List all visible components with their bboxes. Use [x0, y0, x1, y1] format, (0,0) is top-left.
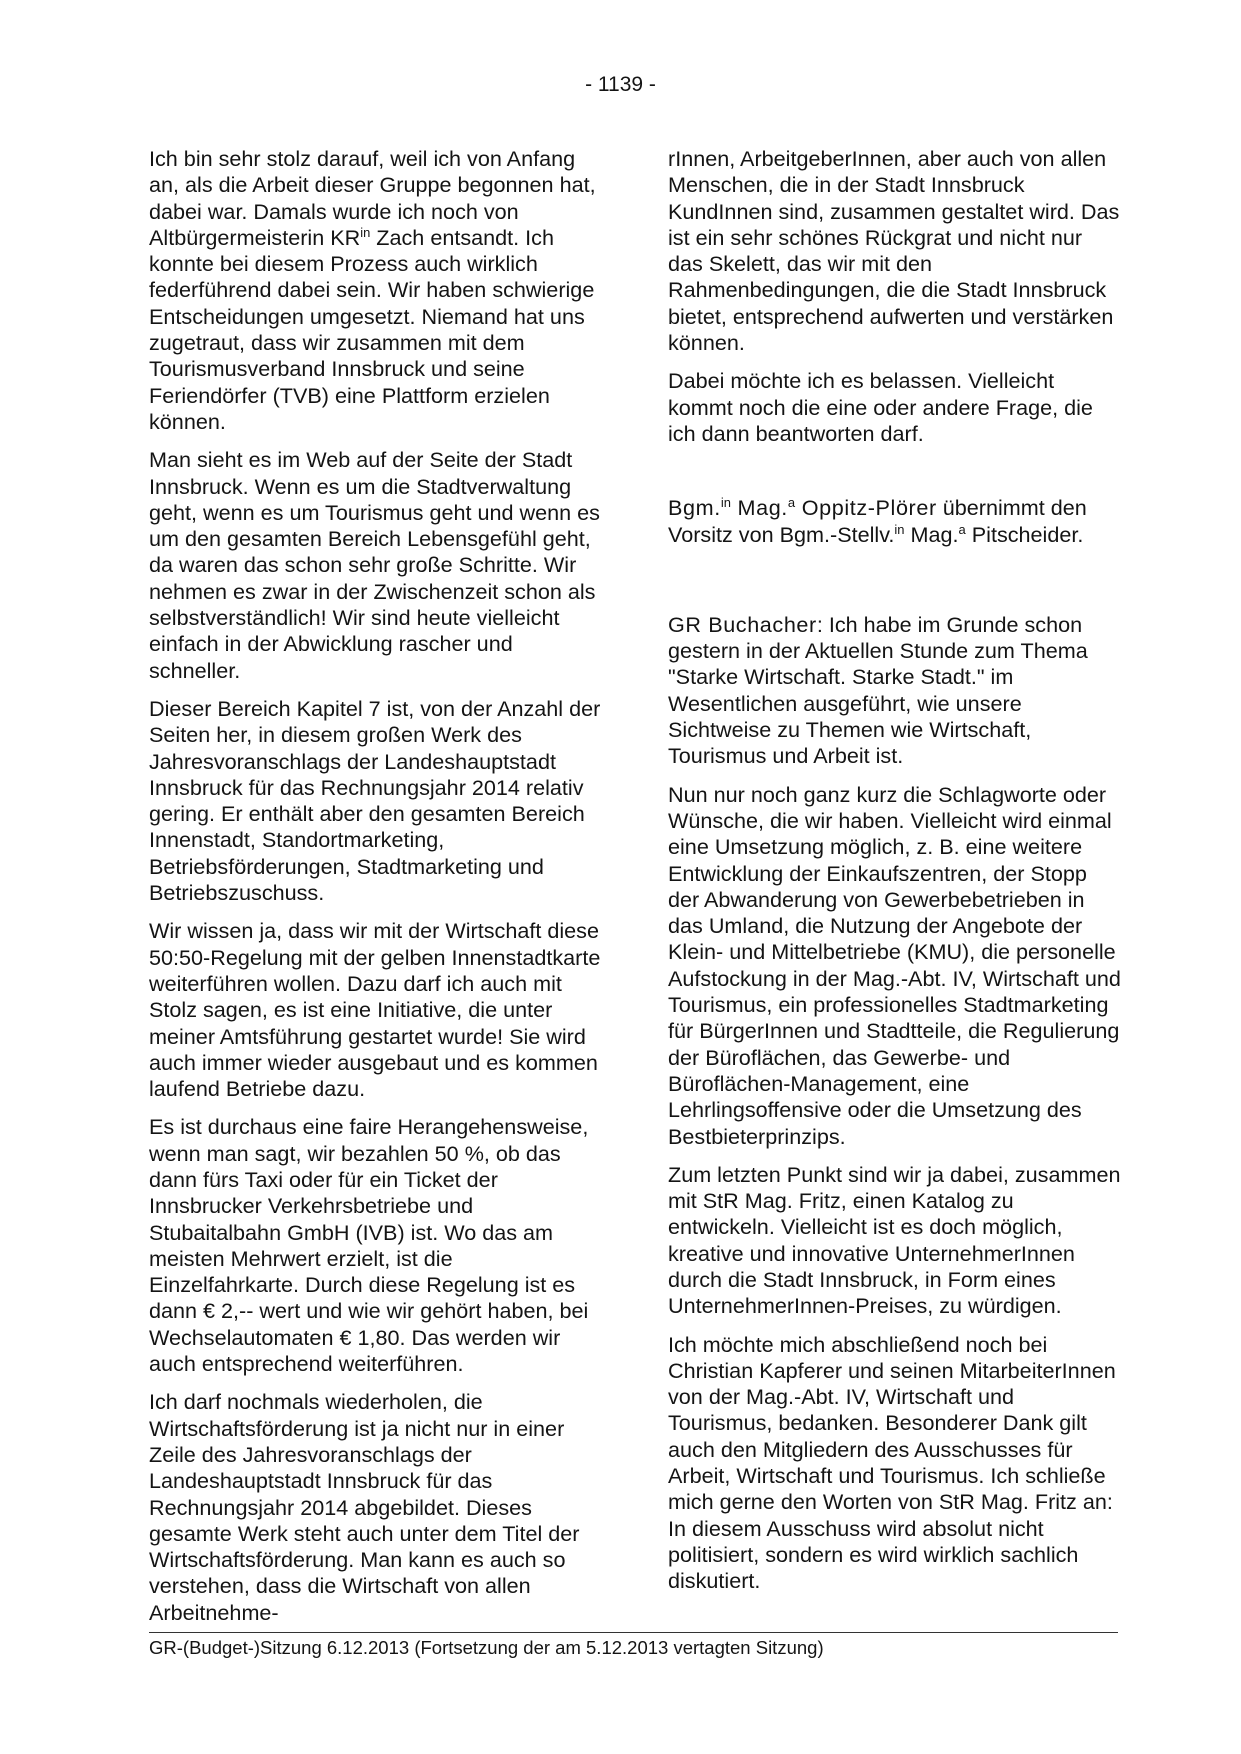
left-paragraph-4: Wir wissen ja, dass wir mit der Wirtschaft diese 50:50-Regelung mit der gelben Innenstadtkarte weiterführen wollen. Dazu darf ich auch mit Stolz sagen, es ist eine Initiative, die unter meiner Amtsführung gestartet wurde! Sie wird auch immer wieder ausgebaut und es kommen laufend Betriebe dazu. — [149, 918, 601, 1102]
speaker-paragraph — [668, 612, 1121, 770]
superscript: in — [720, 495, 731, 511]
right-paragraph-4: Nun nur noch ganz kurz die Schlagworte oder Wünsche, die wir haben. Vielleicht wird einmal eine Umsetzung möglich, z. B. eine weitere Entwicklung der Einkaufszentren, der Stopp der Abwanderung von Gewerbebetrieben in das Umland, die Nutzung der Angebote der Klein- und Mittelbetriebe (KMU), die personelle Aufstockung in der Mag.-Abt. IV, Wirtschaft und Tourismus, ein professionelles Stadtmarketing für BürgerInnen und Stadtteile, die Regulierung der Büroflächen, das Gewerbe- und Büroflächen-Management, eine Lehrlingsoffensive oder die Umsetzung des Bestbieterprinzips. — [668, 781, 1121, 1149]
speaker-name: GR Buchacher — [668, 611, 817, 637]
left-paragraph-3: Dieser Bereich Kapitel 7 ist, von der Anzahl der Seiten her, in diesem großen Werk des Jahresvoranschlags der Landeshauptstadt Innsbruck für das Rechnungsjahr 2014 relativ gering. Er enthält aber den gesamten Bereich Innenstadt, Standortmarketing, Betriebsförderungen, Stadtmarketing und Betriebszuschuss. — [149, 695, 601, 906]
text-span: Bgm. — [668, 495, 721, 521]
superscript: a — [958, 521, 966, 537]
text-span: Oppitz-Plörer — [795, 495, 937, 521]
left-column — [149, 146, 602, 1638]
text-span: Pitscheider. — [965, 521, 1084, 547]
right-column — [668, 146, 1121, 1607]
footer-rule — [149, 1632, 1118, 1633]
text-span: : Ich habe im Grunde schon gestern in der Aktuellen Stunde zum Thema "Starke Wirtschaft. Starke Stadt." im Wesentlichen ausgeführt, wie unsere Sichtweise zu Themen wie Wirtschaft, Tourismus und Arbeit ist. — [668, 611, 1088, 769]
right-paragraph-6: Ich möchte mich abschließend noch bei Christian Kapferer und seinen MitarbeiterInnen von der Mag.-Abt. IV, Wirtschaft und Tourismus, bedanken. Besonderer Dank gilt auch den Mitgliedern des Ausschusses für Arbeit, Wirtschaft und Tourismus. Ich schließe mich gerne den Worten von StR Mag. Fritz an: In diesem Ausschuss wird absolut nicht politisiert, sondern es wird wirklich sachlich diskutiert. — [668, 1331, 1116, 1594]
text-span: Zach entsandt. Ich konnte bei diesem Prozess auch wirklich federführend dabei sein. Wir haben schwierige Entscheidungen umgesetzt. Niemand hat uns zugetraut, dass wir zusammen mit dem Tourismusverband Innsbruck und seine Feriendörfer (TVB) eine Plattform erzielen können. — [149, 224, 595, 434]
text-span: Mag. — [730, 495, 788, 521]
right-paragraph-1: rInnen, ArbeitgeberInnen, aber auch von allen Menschen, die in der Stadt Innsbruck KundInnen sind, zusammen gestaltet wird. Das ist ein sehr schönes Rückgrat und nicht nur das Skelett, das wir mit den Rahmenbedingungen, die die Stadt Innsbruck bietet, entsprechend aufwerten und verstärken können. — [668, 146, 1120, 356]
chair-change-note — [668, 495, 1121, 548]
text-span: übernimmt den Vorsitz von Bgm.-Stellv. — [668, 495, 1087, 547]
footer: GR-(Budget-)Sitzung 6.12.2013 (Fortsetzung der am 5.12.2013 vertagten Sitzung) — [149, 1637, 824, 1658]
text-span: Ich bin sehr stolz darauf, weil ich von Anfang an, als die Arbeit dieser Gruppe begonnen hat, dabei war. Damals wurde ich noch von Altbürgermeisterin KR — [149, 146, 596, 250]
left-paragraph-6: Ich darf nochmals wiederholen, die Wirtschaftsförderung ist ja nicht nur in einer Zeile des Jahresvoranschlags der Landeshauptstadt Innsbruck für das Rechnungsjahr 2014 abgebildet. Dieses gesamte Werk steht auch unter dem Titel der Wirtschaftsförderung. Man kann es auch so verstehen, dass die Wirtschaft von allen Arbeitnehme- — [149, 1389, 580, 1625]
left-paragraph-5: Es ist durchaus eine faire Herangehensweise, wenn man sagt, wir bezahlen 50 %, ob das dann fürs Taxi oder für ein Ticket der Innsbrucker Verkehrsbetriebe und Stubaitalbahn GmbH (IVB) ist. Wo das am meisten Mehrwert erzielt, ist die Einzelfahrkarte. Durch diese Regelung ist es dann € 2,-- wert und wie wir gehört haben, bei Wechselautomaten € 1,80. Das werden wir auch entsprechend weiterführen. — [149, 1114, 589, 1377]
left-paragraph-2: Man sieht es im Web auf der Seite der Stadt Innsbruck. Wenn es um die Stadtverwaltung geht, wenn es um Tourismus geht und wenn es um den gesamten Bereich Lebensgefühl geht, da waren das schon sehr große Schritte. Wir nehmen es zwar in der Zwischenzeit schon als selbstverständlich! Wir sind heute vielleicht einfach in der Abwicklung rascher und schneller. — [149, 447, 600, 683]
right-paragraph-5: Zum letzten Punkt sind wir ja dabei, zusammen mit StR Mag. Fritz, einen Katalog zu entwickeln. Vielleicht ist es doch möglich, kreative und innovative UnternehmerInnen durch die Stadt Innsbruck, in Form eines UnternehmerInnen-Preises, zu würdigen. — [668, 1161, 1121, 1319]
superscript: a — [787, 495, 796, 511]
superscript: in — [894, 521, 905, 537]
superscript: in — [360, 224, 371, 240]
text-span: Mag. — [904, 521, 959, 547]
page-number: - 1139 - — [585, 73, 656, 96]
right-paragraph-2: Dabei möchte ich es belassen. Vielleicht kommt noch die eine oder andere Frage, die ich dann beantworten darf. — [668, 368, 1093, 446]
left-paragraph-1 — [149, 146, 602, 435]
